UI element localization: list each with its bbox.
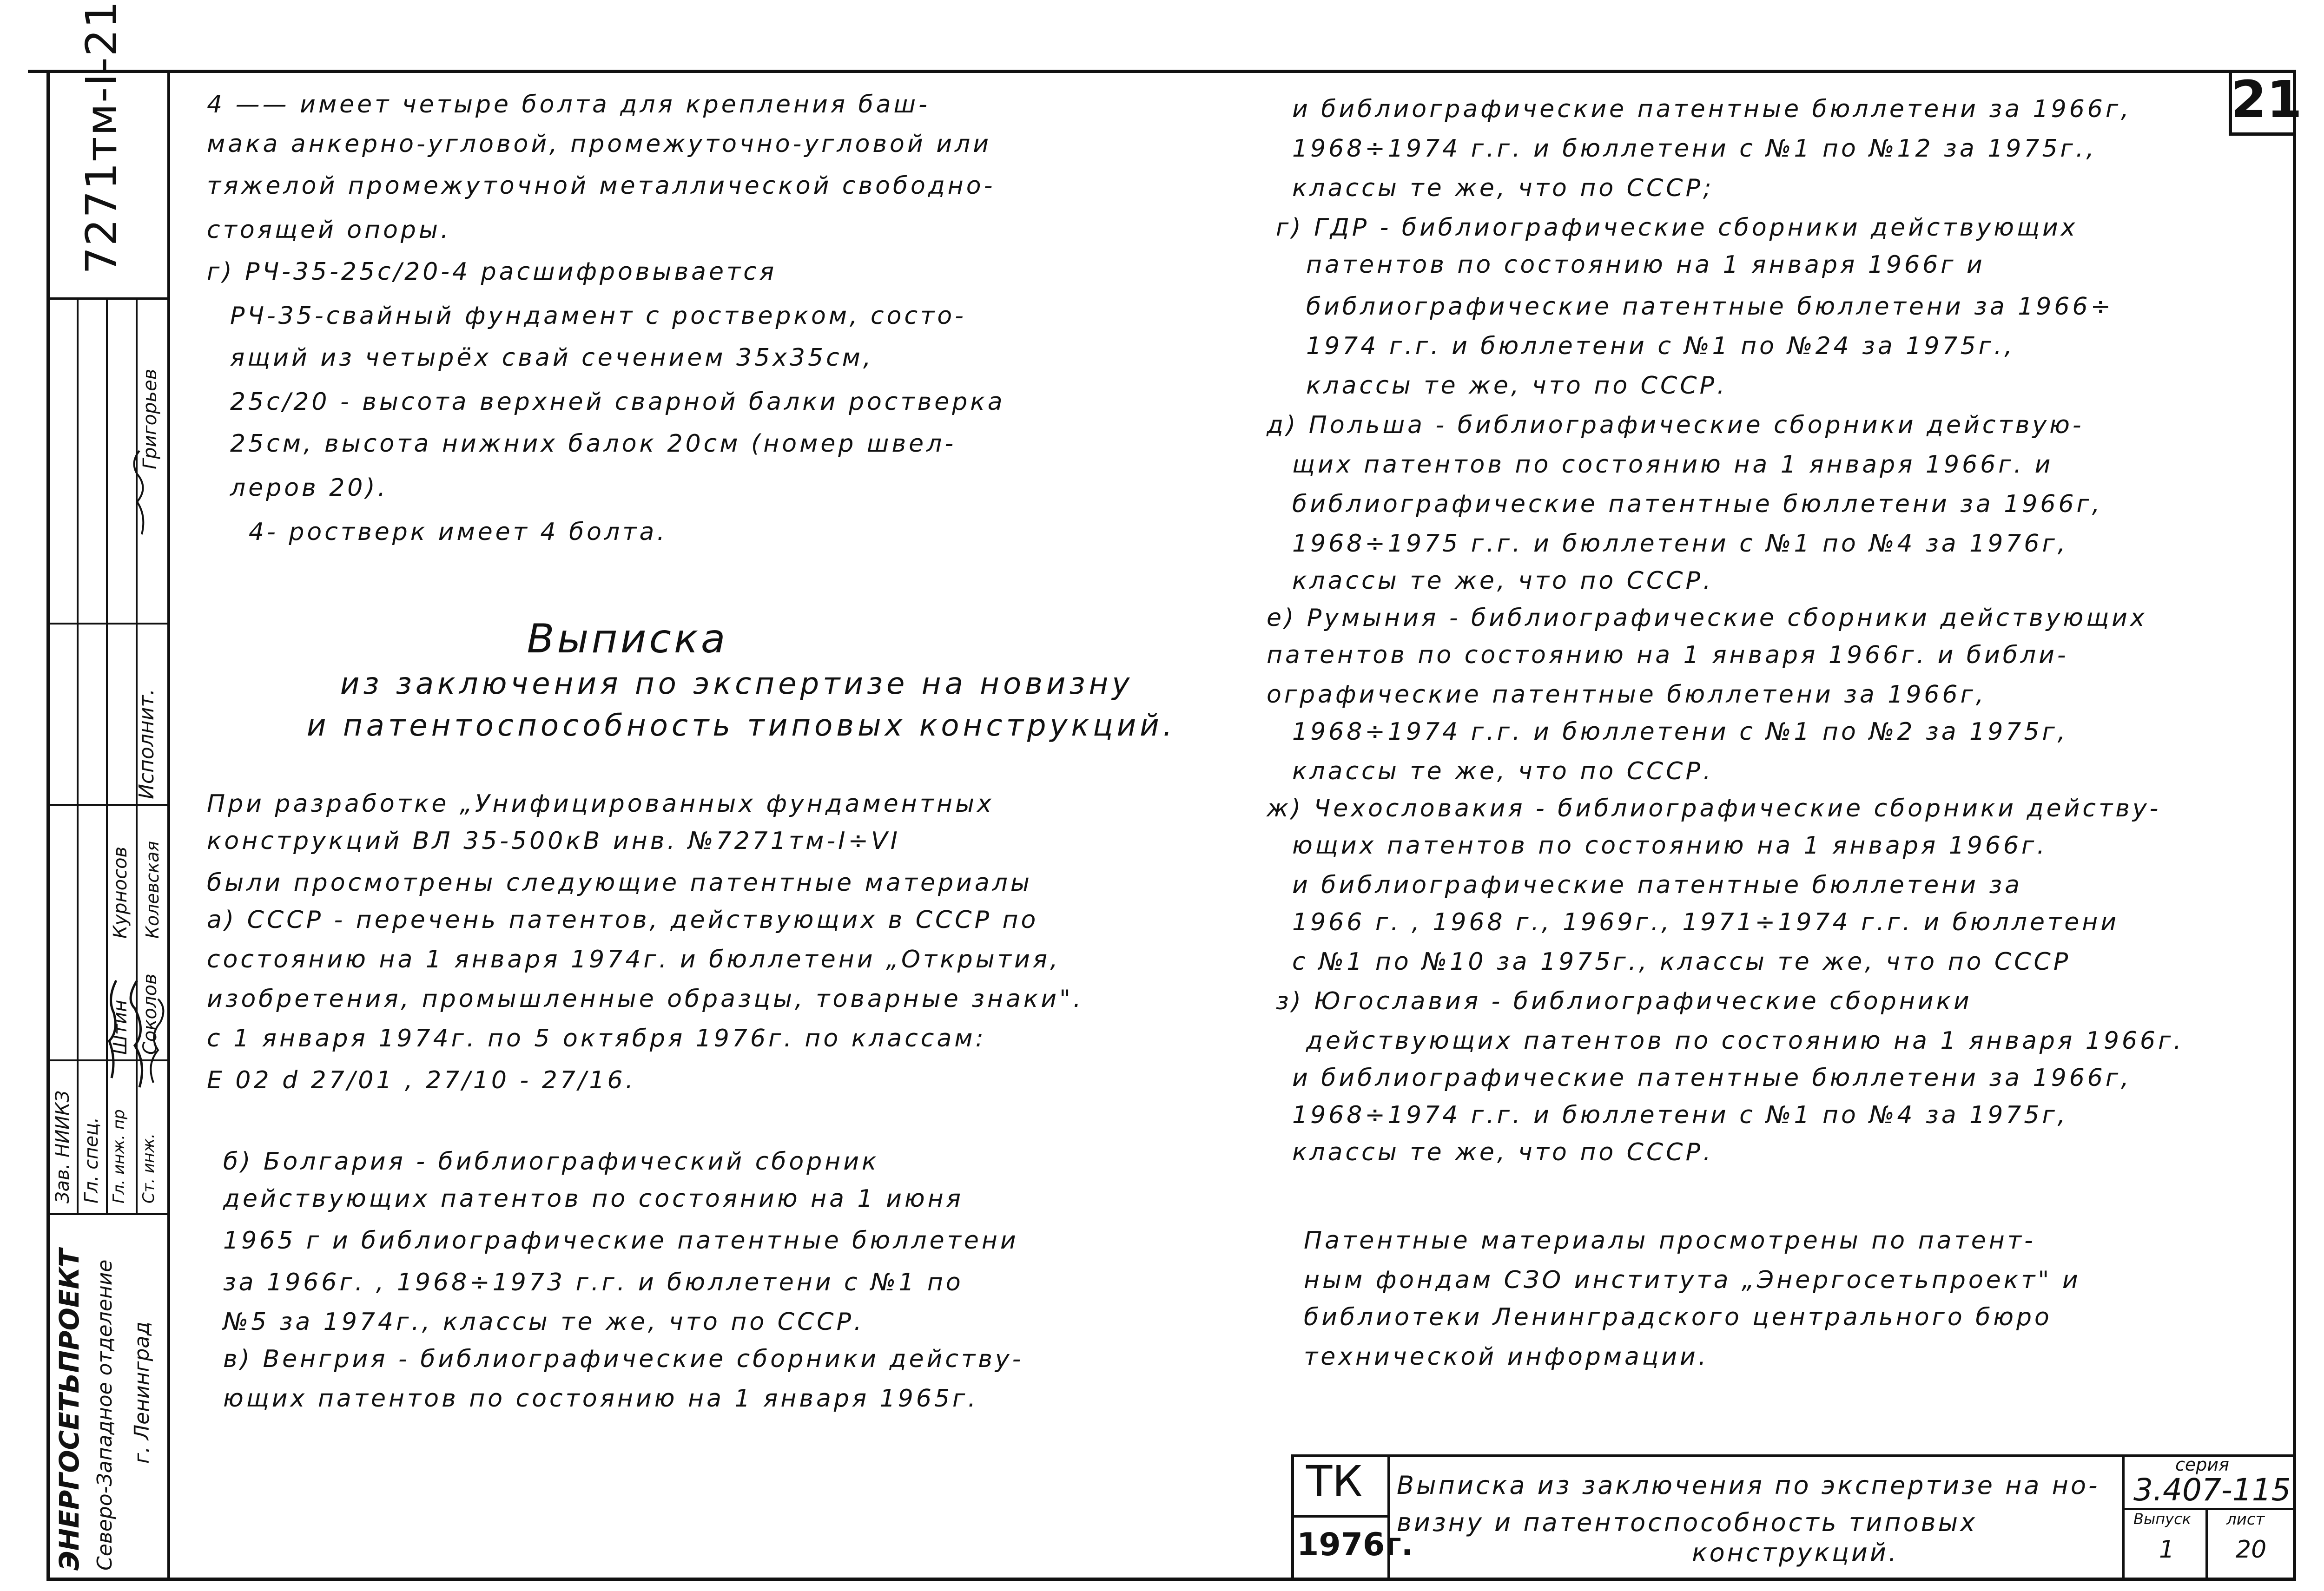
left-top-line: 25см, высота нижних балок 20см (номер швел- <box>230 430 957 458</box>
stamp-name-1: Курносов <box>110 846 131 939</box>
left-top-line: мака анкерно-угловой, промежуточно-угловой или <box>207 130 992 158</box>
heading-line-1: из заключения по экспертизе на новизну <box>340 667 1134 701</box>
right-line: 1968÷1975 г.г. и бюллетени с №1 по №4 за 1976г, <box>1292 530 2068 558</box>
left-top-line: 4- ростверк имеет 4 болта. <box>249 518 667 546</box>
left-body-line: изобретения, промышленные образцы, товарные знаки". <box>207 985 1084 1013</box>
right-line: 1968÷1974 г.г. и бюллетени с №1 по №2 за 1975г, <box>1292 718 2068 746</box>
stamp-role-5: Исполнит. <box>135 689 158 799</box>
title-block-issue-label: Выпуск <box>2133 1510 2191 1528</box>
right-line: г) ГДР - библиографические сборники действующих <box>1276 214 2078 242</box>
right-line: з) Югославия - библиографические сборники <box>1276 987 1972 1015</box>
stamp-divider-2 <box>46 1213 170 1215</box>
right-line: и библиографические патентные бюллетени за <box>1292 871 2023 899</box>
right-line: классы те же, что по СССР. <box>1292 1138 1714 1166</box>
heading-title: Выписка <box>527 616 728 662</box>
stamp-org-dept: Северо-Западное отделение <box>93 1259 117 1571</box>
right-line: с №1 по №10 за 1975г., классы те же, что по СССР <box>1292 948 2071 976</box>
right-line: 1968÷1974 г.г. и бюллетени с №1 по №4 за 1975г, <box>1292 1101 2068 1129</box>
left-top-line: г) РЧ-35-25с/20-4 расшифровывается <box>207 258 777 286</box>
right-line: и библиографические патентные бюллетени за 1966г, <box>1292 95 2132 123</box>
title-block-div-3 <box>2122 1454 2125 1580</box>
left-body-line: а) СССР - перечень патентов, действующих в СССР по <box>207 906 1039 934</box>
left-bottom-line: действующих патентов по состоянию на 1 июня <box>223 1185 964 1213</box>
left-body-line: Е 02 d 27/01 , 27/10 - 27/16. <box>207 1066 636 1094</box>
title-block-desc-3: конструкций. <box>1692 1538 1899 1567</box>
right-line: 1968÷1974 г.г. и бюллетени с №1 по №12 за 1975г., <box>1292 135 2097 163</box>
stamp-role-1: Зав. НИИКЗ <box>52 1090 73 1203</box>
right-line: ж) Чехословакия - библиографические сборники действу- <box>1267 795 2161 822</box>
right-line: д) Польша - библиографические сборники действую- <box>1267 411 2084 439</box>
right-line: е) Румыния - библиографические сборники действующих <box>1267 604 2147 632</box>
right-line: классы те же, что по СССР. <box>1292 757 1714 785</box>
left-body-line: При разработке „Унифицированных фундаментных <box>207 790 994 818</box>
title-block-div-2 <box>1291 1515 1389 1518</box>
left-top-line: РЧ-35-свайный фундамент с ростверком, состо- <box>230 302 966 330</box>
left-body-line: с 1 января 1974г. по 5 октября 1976г. по классам: <box>207 1025 987 1052</box>
left-body-line: конструкций ВЛ 35-500кВ инв. №7271тм-I÷VI <box>207 827 900 855</box>
stamp-role-4: Ст. инж. <box>139 1133 158 1203</box>
title-block-tk: ТК <box>1306 1457 1363 1506</box>
right-line: классы те же, что по СССР. <box>1292 567 1714 595</box>
stamp-name-4: Колевская <box>142 841 163 939</box>
right-line: классы те же, что по СССР; <box>1292 174 1714 202</box>
left-top-line: леров 20). <box>230 474 389 502</box>
stamp-name-5: Григорьев <box>139 368 161 469</box>
right-line: 1974 г.г. и бюллетени с №1 по №24 за 1975г., <box>1306 332 2015 360</box>
left-body-line: были просмотрены следующие патентные материалы <box>207 869 1032 897</box>
right-line: 1966 г. , 1968 г., 1969г., 1971÷1974 г.г. и бюллетени <box>1292 908 2119 936</box>
right-line: патентов по состоянию на 1 января 1966г. и библи- <box>1267 641 2069 669</box>
right-line: классы те же, что по СССР. <box>1306 372 1728 400</box>
left-top-line: 4 —— имеет четыре болта для крепления баш- <box>207 91 930 118</box>
right-line: и библиографические патентные бюллетени за 1966г, <box>1292 1064 2132 1092</box>
stamp-name-3: Соколов <box>139 973 161 1055</box>
right-line: ографические патентные бюллетени за 1966г, <box>1267 681 1987 709</box>
stamp-org-name: ЭНЕРГОСЕТЬПРОЕКТ <box>53 1249 85 1571</box>
title-block-series-value: 3.407-115 <box>2133 1472 2291 1508</box>
title-block-desc-2: визну и патентоспособность типовых <box>1397 1508 1978 1537</box>
heading-line-2: и патентоспособность типовых конструкций. <box>306 709 1176 743</box>
stamp-role-2: Гл. спец. <box>81 1117 102 1203</box>
title-block-issue-value: 1 <box>2159 1536 2175 1564</box>
frame-right <box>2293 70 2296 1580</box>
left-top-line: ящий из четырёх свай сечением 35х35см, <box>230 344 874 372</box>
right-line: ющих патентов по состоянию на 1 января 1966г. <box>1292 832 2047 860</box>
left-bottom-line: б) Болгария - библиографический сборник <box>223 1148 879 1176</box>
right-closing-line: технической информации. <box>1304 1343 1709 1371</box>
title-block-div-5 <box>2205 1508 2208 1580</box>
left-bottom-line: №5 за 1974г., классы те же, что по СССР. <box>223 1308 865 1336</box>
left-bottom-line: 1965 г и библиографические патентные бюллетени <box>223 1227 1019 1255</box>
right-closing-line: библиотеки Ленинградского центрального бюро <box>1304 1303 2052 1331</box>
right-line: библиографические патентные бюллетени за 1966г, <box>1292 490 2103 518</box>
right-line: патентов по состоянию на 1 января 1966г и <box>1306 251 1985 279</box>
left-top-line: тяжелой промежуточной металлической свободно- <box>207 172 996 200</box>
stamp-org-city: г. Ленинград <box>130 1321 154 1464</box>
left-bottom-line: за 1966г. , 1968÷1973 г.г. и бюллетени с №1 по <box>223 1269 964 1296</box>
left-body-line: состоянию на 1 января 1974г. и бюллетени „Открытия, <box>207 946 1061 973</box>
stamp-role-3: Гл. инж. пр <box>110 1109 128 1203</box>
left-top-line: 25с/20 - высота верхней сварной балки ростверка <box>230 388 1005 416</box>
left-bottom-line: ющих патентов по состоянию на 1 января 1965г. <box>223 1385 978 1413</box>
right-line: действующих патентов по состоянию на 1 января 1966г. <box>1306 1027 2184 1055</box>
right-closing-line: ным фондам СЗО института „Энергосетьпроект" и <box>1304 1266 2081 1294</box>
title-block-series-label: серия <box>2175 1454 2229 1475</box>
title-block-year: 1976г. <box>1297 1526 1413 1563</box>
title-block-desc-1: Выписка из заключения по экспертизе на но- <box>1397 1471 2100 1500</box>
right-line: библиографические патентные бюллетени за 1966÷ <box>1306 293 2114 321</box>
right-line: щих патентов по состоянию на 1 января 1966г. и <box>1292 451 2053 479</box>
frame-top <box>28 70 2296 73</box>
page-number: 21 <box>2231 70 2303 129</box>
left-bottom-line: в) Венгрия - библиографические сборники действу- <box>223 1345 1024 1373</box>
stamp-doc-code: 7271тм-I-21 <box>77 0 126 274</box>
stamp-signatures <box>46 297 170 1213</box>
title-block-sheet-label: лист <box>2226 1510 2265 1529</box>
right-closing-line: Патентные материалы просмотрены по патент- <box>1304 1227 2036 1255</box>
left-top-line: стоящей опоры. <box>207 216 451 244</box>
stamp-name-2: Штин <box>110 999 131 1055</box>
title-block-sheet-value: 20 <box>2236 1536 2267 1564</box>
